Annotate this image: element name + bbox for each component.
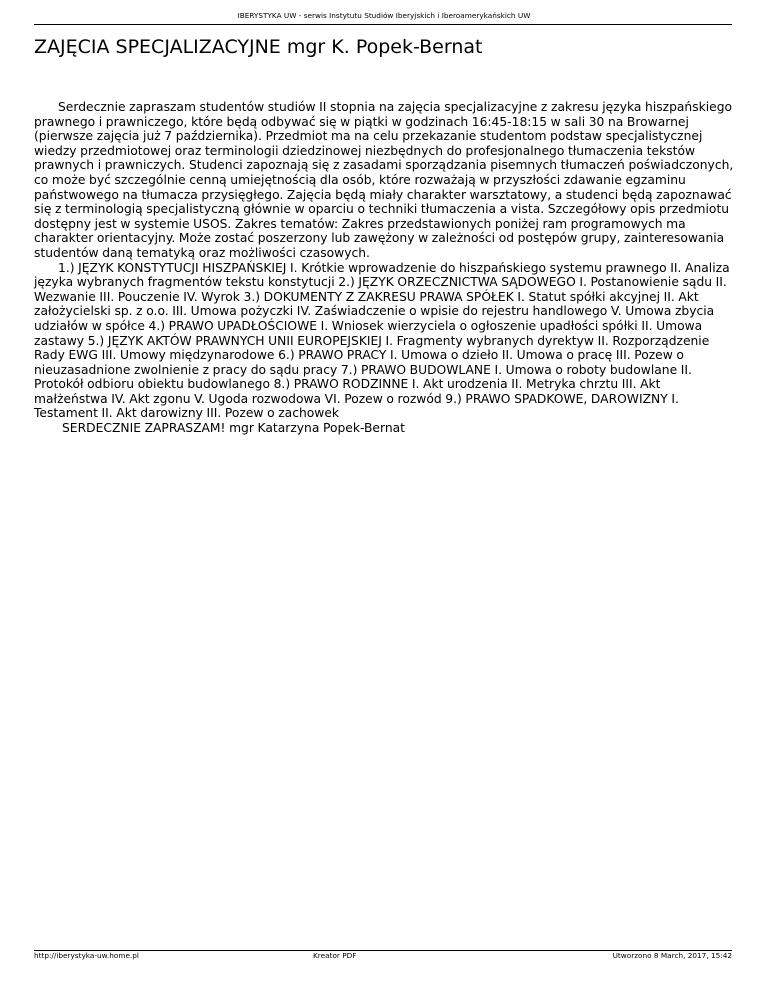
page-header: IBERYSTYKA UW - serwis Instytutu Studiów Iberyjskich i Iberoamerykańskich UW: [237, 11, 531, 20]
header-divider: [34, 24, 732, 25]
page-title: ZAJĘCIA SPECJALIZACYJNE mgr K. Popek-Bernat: [34, 36, 483, 58]
page-footer: [34, 951, 732, 961]
article-body: [34, 100, 734, 436]
signoff: SERDECZNIE ZAPRASZAM! mgr Katarzyna Popek-Bernat: [62, 421, 405, 436]
footer-generator: Kreator PDF: [313, 951, 357, 960]
footer-created-date: Utworzono 8 March, 2017, 15:42: [612, 951, 732, 960]
topics-paragraph: 1.) JĘZYK KONSTYTUCJI HISZPAŃSKIEJ I. Krótkie wprowadzenie do hiszpańskiego systemu prawnego II. Analiza języka wybranych fragmentów tekstu konstytucji 2.) JĘZYK ORZECZNICTWA SĄDOWEGO I. Postanowienie sądu II. Wezwanie III. Pouczenie IV. Wyrok 3.) DOKUMENTY Z ZAKRESU PRAWA SPÓŁEK I. Statut spółki akcyjnej II. Akt założycielski sp. z o.o. III. Umowa pożyczki IV. Zaświadczenie o wpisie do rejestru handlowego V. Umowa zbycia udziałów w spółce 4.) PRAWO UPADŁOŚCIOWE I. Wniosek wierzyciela o ogłoszenie upadłości spółki II. Umowa zastawy 5.) JĘZYK AKTÓW PRAWNYCH UNII EUROPEJSKIEJ I. Fragmenty wybranych dyrektyw II. Rozporządzenie Rady EWG III. Umowy międzynarodowe 6.) PRAWO PRACY I. Umowa o dzieło II. Umowa o pracę III. Pozew o nieuzasadnione zwolnienie z pracy do sądu pracy 7.) PRAWO BUDOWLANE I. Umowa o roboty budowlane II. Protokół odbioru obiektu budowlanego 8.) PRAWO RODZINNE I. Akt urodzenia II. Metryka chrztu III. Akt małżeństwa IV. Akt zgonu V. Ugoda rozwodowa VI. Pozew o rozwód 9.) PRAWO SPADKOWE, DAROWIZNY I. Testament II. Akt darowizny III. Pozew o zachowek: [34, 260, 730, 421]
footer-url: http://iberystyka-uw.home.pl: [34, 951, 139, 960]
intro-paragraph: Serdecznie zapraszam studentów studiów II stopnia na zajęcia specjalizacyjne z zakresu języka hiszpańskiego prawnego i prawniczego, które będą odbywać się w piątki w godzinach 16:45-18:15 w sali 30 na Browarnej (pierwsze zajęcia już 7 października). Przedmiot ma na celu przekazanie studentom podstaw specjalistycznej wiedzy przedmiotowej oraz terminologii dziedzinowej niezbędnych do profesjonalnego tłumaczenia tekstów prawnych i prawniczych. Studenci zapoznają się z zasadami sporządzania pisemnych tłumaczeń poświadczonych, co może być szczególnie cenną umiejętnością dla osób, które rozważają w przyszłości zdawanie egzaminu państwowego na tłumacza przysięgłego. Zajęcia będą miały charakter warsztatowy, a studenci będą zapoznawać się z terminologią specjalistyczną głównie w oparciu o techniki tłumaczenia a vista. Szczegółowy opis przedmiotu dostępny jest w systemie USOS. Zakres tematów: Zakres przedstawionych poniżej ram programowych ma charakter orientacyjny. Może zostać poszerzony lub zawężony w zależności od postępów grupy, zainteresowania studentów daną tematyką oraz możliwości czasowych.: [34, 100, 734, 260]
